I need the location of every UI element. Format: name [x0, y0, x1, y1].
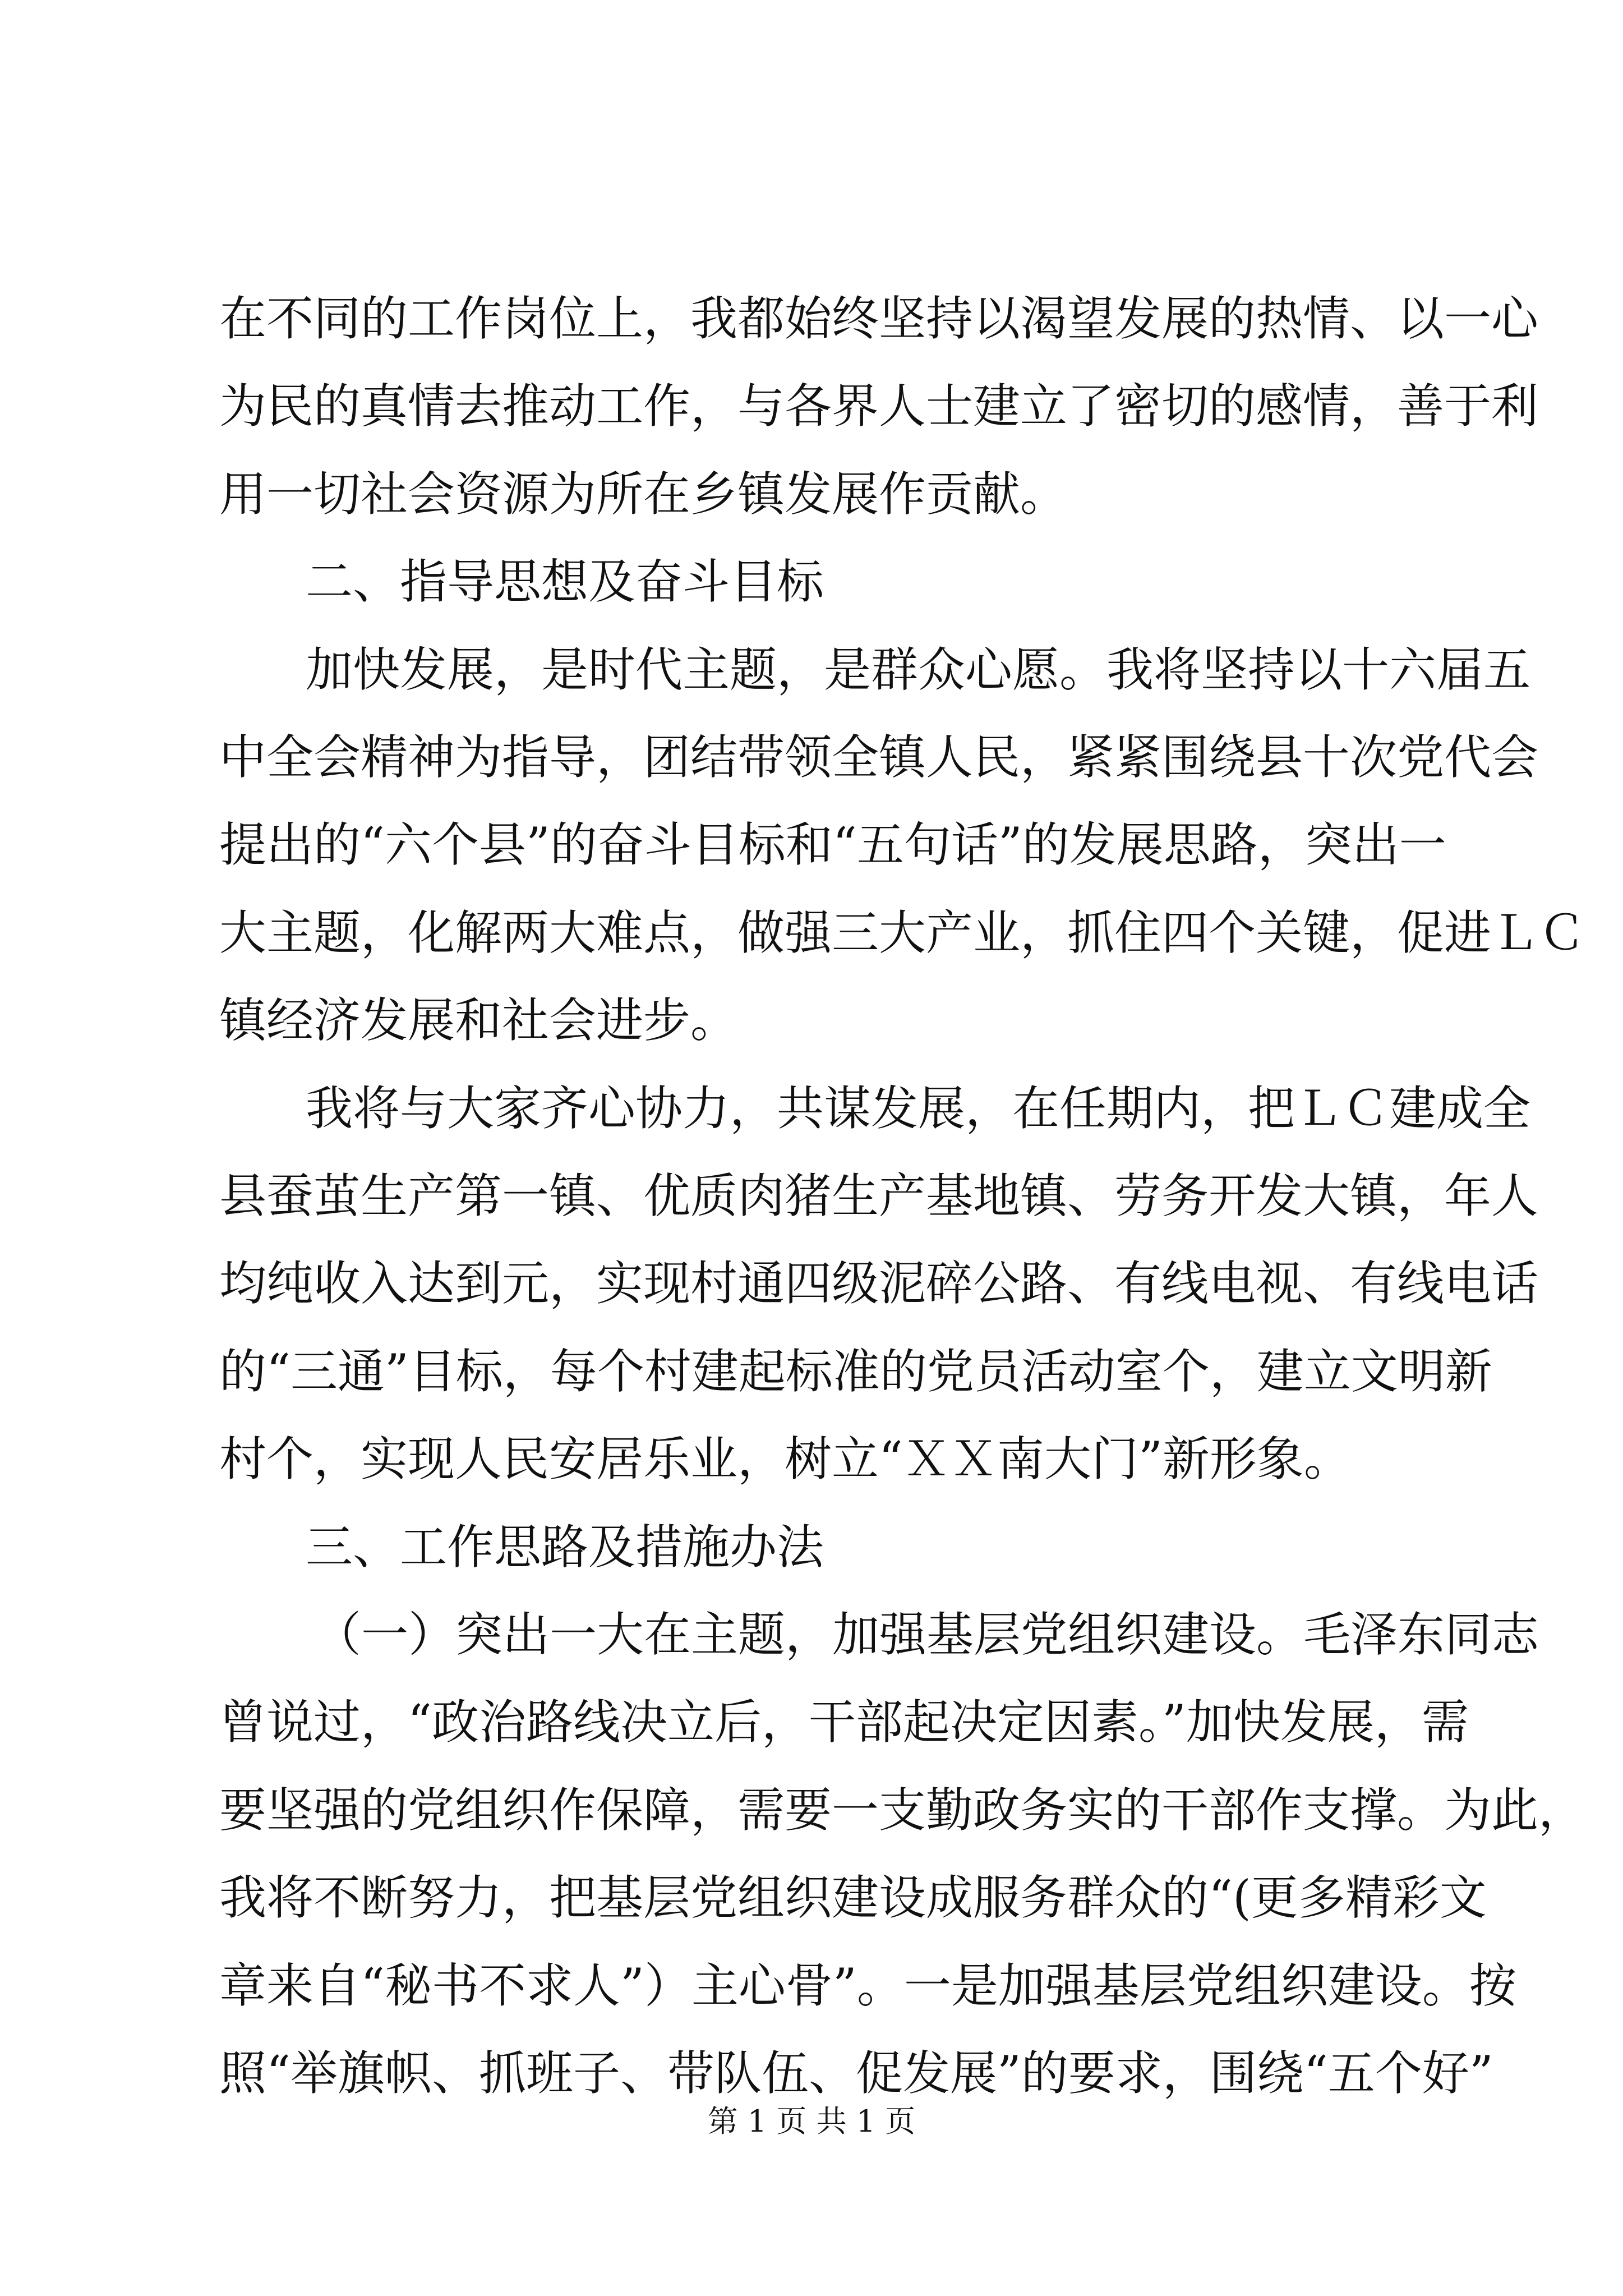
text-line: 在不同的工作岗位上，我都始终坚持以渴望发展的热情、以一心	[219, 291, 1539, 346]
text-line: 村个，实现人民安居乐业，树立“ＸＸ南大门”新形象。	[219, 1432, 1351, 1487]
text-line: 加快发展，是时代主题，是群众心愿。我将坚持以十六届五	[306, 642, 1531, 697]
text-line: 要坚强的党组织作保障，需要一支勤政务实的干部作支撑。为此，	[219, 1783, 1586, 1838]
text-line: 大主题，化解两大难点，做强三大产业，抓住四个关键，促进ＬＣ	[219, 905, 1586, 960]
text-line: 提出的“六个县”的奋斗目标和“五句话”的发展思路，突出一	[219, 817, 1446, 872]
text-line: 用一切社会资源为所在乡镇发展作贡献。	[219, 467, 1068, 522]
text-line: 我将不断努力，把基层党组织建设成服务群众的“(更多精彩文	[219, 1870, 1487, 1925]
text-line: 曾说过，“政治路线决立后，干部起决定因素。”加快发展，需	[219, 1695, 1469, 1750]
section-heading: 二、指导思想及奋斗目标	[306, 554, 824, 609]
text-line: 照“举旗帜、抓班子、带队伍、促发展”的要求，围绕“五个好”	[219, 2046, 1493, 2101]
text-line: 我将与大家齐心协力，共谋发展，在任期内，把ＬＣ建成全	[306, 1081, 1531, 1136]
text-line: 的“三通”目标，每个村建起标准的党员活动室个，建立文明新	[219, 1344, 1492, 1399]
text-line: 镇经济发展和社会进步。	[219, 993, 738, 1048]
page-footer: 第 1 页 共 1 页	[707, 2104, 916, 2139]
text-line: 均纯收入达到元，实现村通四级泥碎公路、有线电视、有线电话	[219, 1256, 1539, 1311]
section-heading: 三、工作思路及措施办法	[306, 1520, 824, 1575]
text-line: （一）突出一大在主题，加强基层党组织建设。毛泽东同志	[314, 1607, 1539, 1662]
text-line: 为民的真情去推动工作，与各界人士建立了密切的感情，善于利	[219, 379, 1539, 434]
text-line: 县蚕茧生产第一镇、优质肉猪生产基地镇、劳务开发大镇，年人	[219, 1168, 1539, 1223]
text-line: 章来自“秘书不求人”）主心骨”。一是加强基层党组织建设。按	[219, 1958, 1516, 2013]
text-line: 中全会精神为指导，团结带领全镇人民，紧紧围绕县十次党代会	[219, 730, 1539, 785]
